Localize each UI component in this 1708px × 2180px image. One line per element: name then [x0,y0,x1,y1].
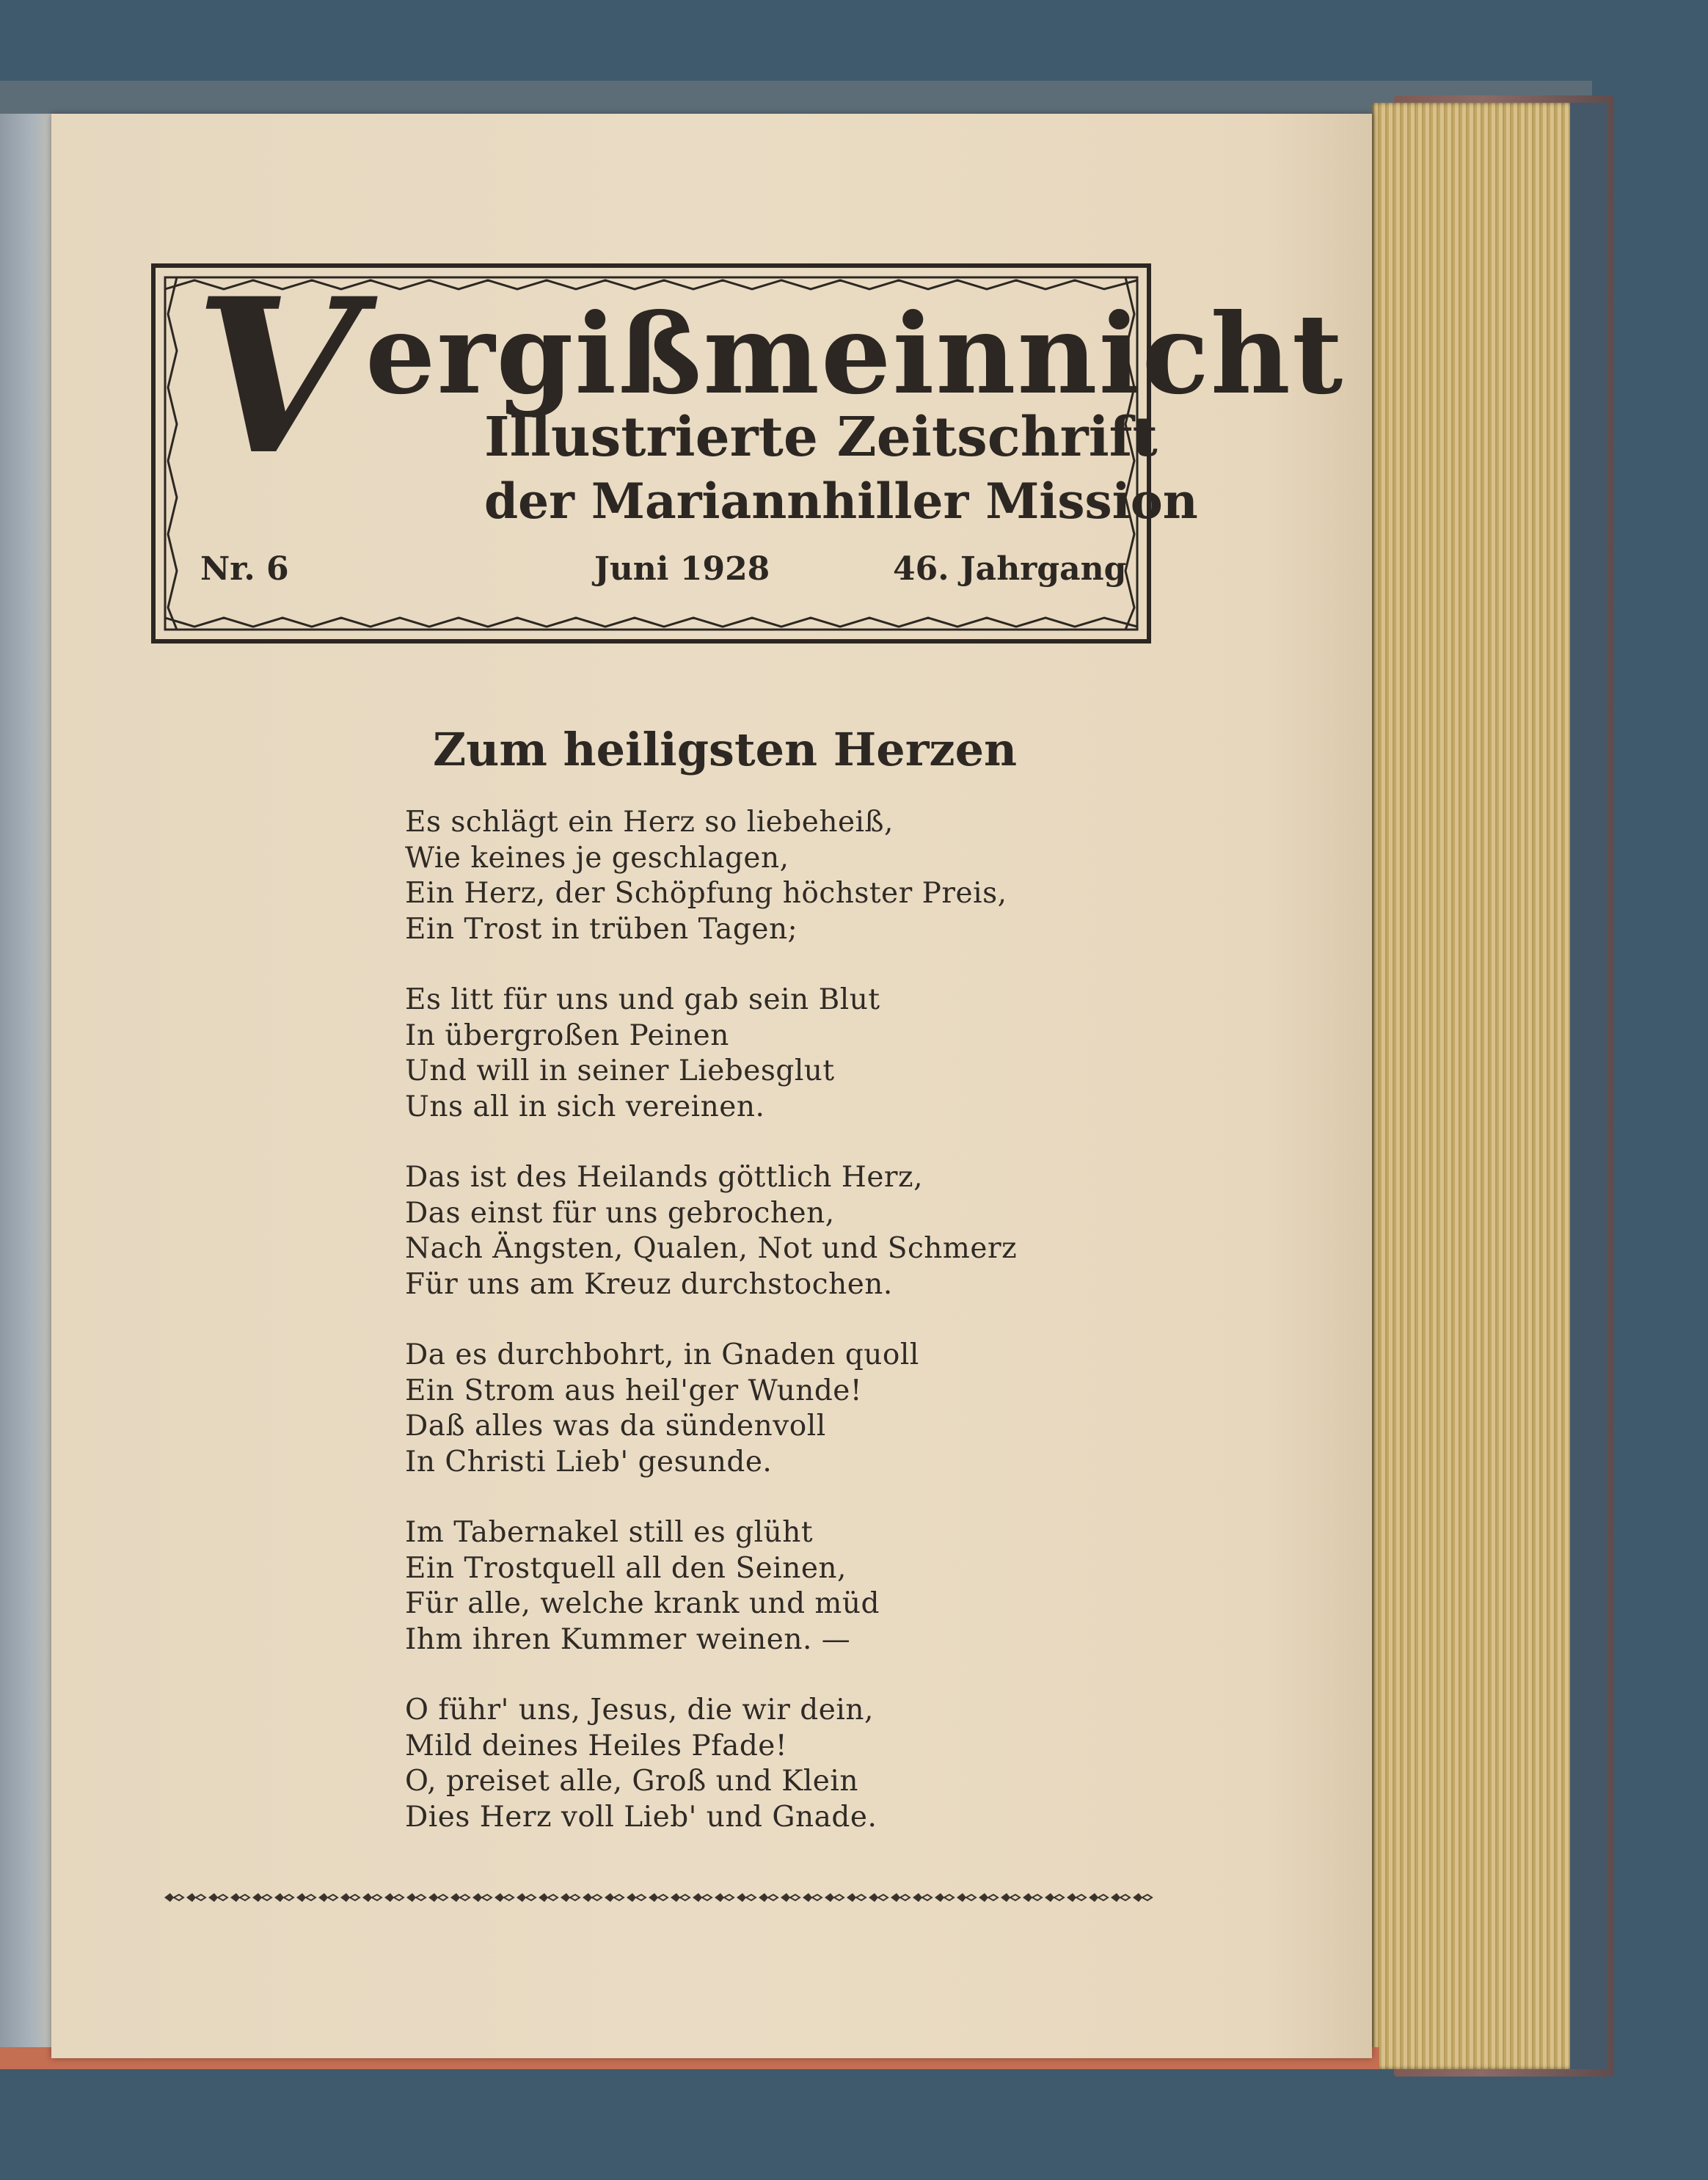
issue-number: Nr. 6 [200,550,289,588]
poem-line: Das ist des Heilands göttlich Herz, [405,1161,923,1194]
poem-line: O, preiset alle, Groß und Klein [405,1765,858,1798]
poem-stanza-1 [405,805,1065,947]
poem-line: Ein Trost in trüben Tagen; [405,912,798,946]
magazine-title-initial: V [194,252,362,502]
poem-stanza-2 [405,983,1065,1125]
ornamental-divider [163,1889,1153,1906]
poem-line: Ein Strom aus heil'ger Wunde! [405,1374,863,1407]
magazine-subtitle-line-1: Illustrierte Zeitschrift [484,406,1158,469]
poem-line: Im Tabernakel still es glüht [405,1516,814,1549]
magazine-title-rest: ergißmeinnicht [365,290,1345,419]
poem-line: Nach Ängsten, Qualen, Not und Schmerz [405,1232,1018,1265]
poem-body [405,805,1065,1870]
poem-line: Uns all in sich vereinen. [405,1090,765,1123]
poem-line: Wie keines je geschlagen, [405,841,789,875]
poem-line: Und will in seiner Liebesglut [405,1054,835,1087]
issue-date: Juni 1928 [594,550,770,588]
poem-stanza-4 [405,1338,1065,1480]
poem-line: Es schlägt ein Herz so liebeheiß, [405,806,894,839]
poem-line: Mild deines Heiles Pfade! [405,1729,788,1762]
poem-line: Für alle, welche krank und müd [405,1587,880,1620]
poem-line: In übergroßen Peinen [405,1018,729,1052]
poem-stanza-6 [405,1693,1065,1835]
poem-line: Daß alles was da sündenvoll [405,1410,826,1443]
poem-line: Dies Herz voll Lieb' und Gnade. [405,1800,877,1834]
poem-line: Ein Herz, der Schöpfung höchster Preis, [405,877,1007,910]
poem-line: Da es durchbohrt, in Gnaden quoll [405,1338,919,1371]
volume-year: 46. Jahrgang [893,550,1127,588]
poem-line: Es litt für uns und gab sein Blut [405,983,880,1016]
facing-page-edge [0,114,57,2058]
poem-line: In Christi Lieb' gesunde. [405,1445,773,1479]
magazine-subtitle-line-2: der Mariannhiller Mission [484,473,1198,530]
masthead [150,252,1345,644]
poem-stanza-5 [405,1515,1065,1658]
poem-line: Für uns am Kreuz durchstochen. [405,1267,893,1301]
book-spine [1570,103,1607,2069]
poem-line: Ihm ihren Kummer weinen. — [405,1622,851,1656]
poem-line: O führ' uns, Jesus, die wir dein, [405,1694,874,1727]
poem-line: Ein Trostquell all den Seinen, [405,1551,847,1585]
poem-stanza-3 [405,1160,1065,1302]
page-stack-edge [1372,103,1574,2069]
poem-line: Das einst für uns gebrochen, [405,1196,835,1230]
poem-title: Zum heiligsten Herzen [433,723,1018,776]
